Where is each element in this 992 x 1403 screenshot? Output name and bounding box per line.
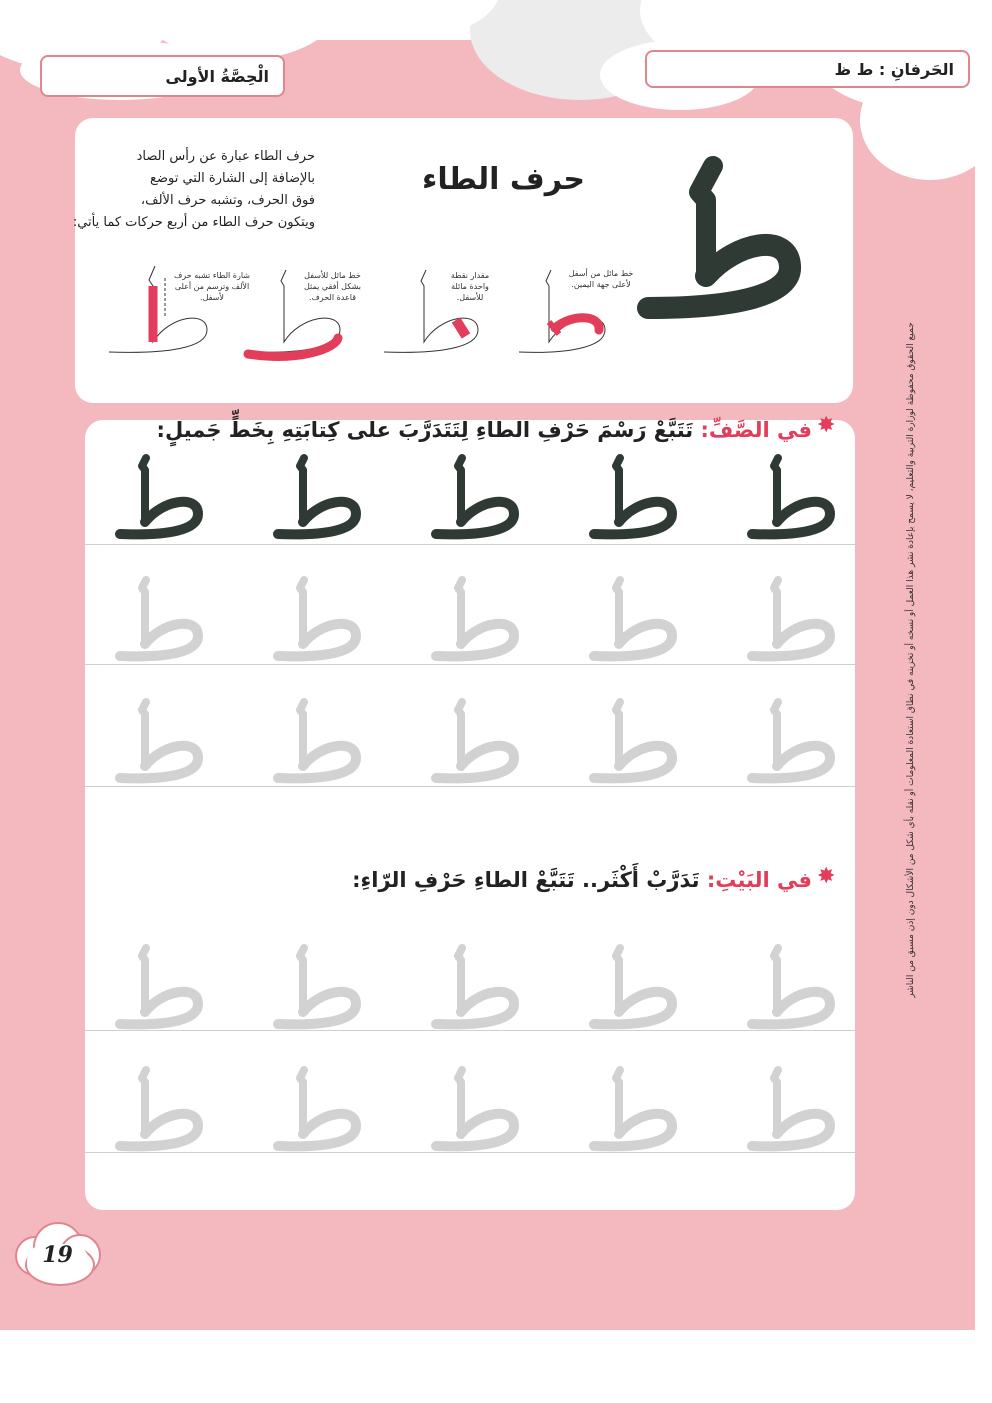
- class-instruction-label: في الصَّفِّ:: [700, 418, 812, 442]
- stroke-step-2-label: مقدار نقطة واحدة مائلة للأسفل.: [450, 271, 490, 302]
- letters-label: [645, 50, 970, 88]
- home-trace-letter: [586, 938, 686, 1038]
- home-trace-letter: [270, 1060, 370, 1160]
- copyright-note: [902, 300, 920, 1020]
- description-line: حرف الطاء عبارة عن رأس الصاد: [136, 149, 315, 164]
- trace-letter: [270, 692, 370, 792]
- home-trace-letter: [428, 938, 528, 1038]
- home-trace-letter: [112, 1060, 212, 1160]
- lesson-label: [40, 55, 285, 97]
- trace-letter: [112, 692, 212, 792]
- trace-letter: [112, 570, 212, 670]
- class-instruction-text: تَتَبَّعْ رَسْمَ حَرْفِ الطاءِ لِتَتَدَرَّبَ على كِتابَتِهِ بِخَطٍّ جَميلٍ:: [156, 418, 694, 442]
- big-letter-taa: [620, 150, 820, 330]
- trace-letter: [744, 692, 844, 792]
- home-instruction-label: في البَيْتِ:: [706, 868, 812, 892]
- stroke-step-3-label: خط مائل للأسفل بشكل أفقي يمثل قاعدة الحرف.: [303, 271, 361, 302]
- home-instruction: [352, 868, 812, 892]
- trace-letter: [270, 570, 370, 670]
- description-line: ويتكون حرف الطاء من أربع حركات كما يأتي:: [72, 215, 315, 230]
- home-instruction-text: تَدَرَّبْ أَكْثَر.. تَتَبَّعْ الطاءِ حَرْفِ الرّاءِ:: [352, 868, 700, 892]
- home-trace-letter: [744, 1060, 844, 1160]
- description-line: فوق الحرف، وتشبه حرف الألف،: [140, 193, 315, 208]
- page-number: 19: [42, 1242, 73, 1268]
- intro-description: [70, 146, 315, 234]
- model-letter: [586, 448, 686, 548]
- letters-label-text: الحَرفانِ : ط ظ: [834, 59, 954, 79]
- model-letter: [744, 448, 844, 548]
- stroke-step-1-label: خط مائل من أسفل لأعلى جهة اليمين.: [568, 269, 634, 289]
- page-number-badge: [15, 1220, 100, 1290]
- stroke-step-4-label: شارة الطاء تشبه حرف الألف وترسم من أعلى لأسفل.: [174, 271, 250, 302]
- trace-letter: [428, 570, 528, 670]
- home-trace-letter: [586, 1060, 686, 1160]
- description-line: بالإضافة إلى الشارة التي توضع: [150, 171, 315, 186]
- copyright-text: جميع الحقوق محفوظة لوزارة التربية والتعليم، لا يسمح بإعادة نشر هذا العمل أو نسخه أو تخزينه في نطاق استعادة المعلومات أو نقله بأي شكل من الأشكال دون إذن مسبق من الناشر: [906, 322, 916, 998]
- trace-letter: [586, 570, 686, 670]
- home-trace-letter: [744, 938, 844, 1038]
- trace-letter: [744, 570, 844, 670]
- home-trace-letter: [270, 938, 370, 1038]
- home-trace-letter: [112, 938, 212, 1038]
- home-star-icon: ✸: [817, 864, 836, 889]
- model-letter: [428, 448, 528, 548]
- model-letter: [112, 448, 212, 548]
- lesson-label-text: الْحِصَّةُ الأولى: [165, 66, 269, 86]
- trace-letter: [428, 692, 528, 792]
- class-instruction: [156, 418, 812, 442]
- model-letter: [270, 448, 370, 548]
- trace-letter: [586, 692, 686, 792]
- class-star-icon: ✸: [817, 413, 836, 438]
- home-trace-letter: [428, 1060, 528, 1160]
- intro-title: حرف الطاء: [422, 162, 585, 197]
